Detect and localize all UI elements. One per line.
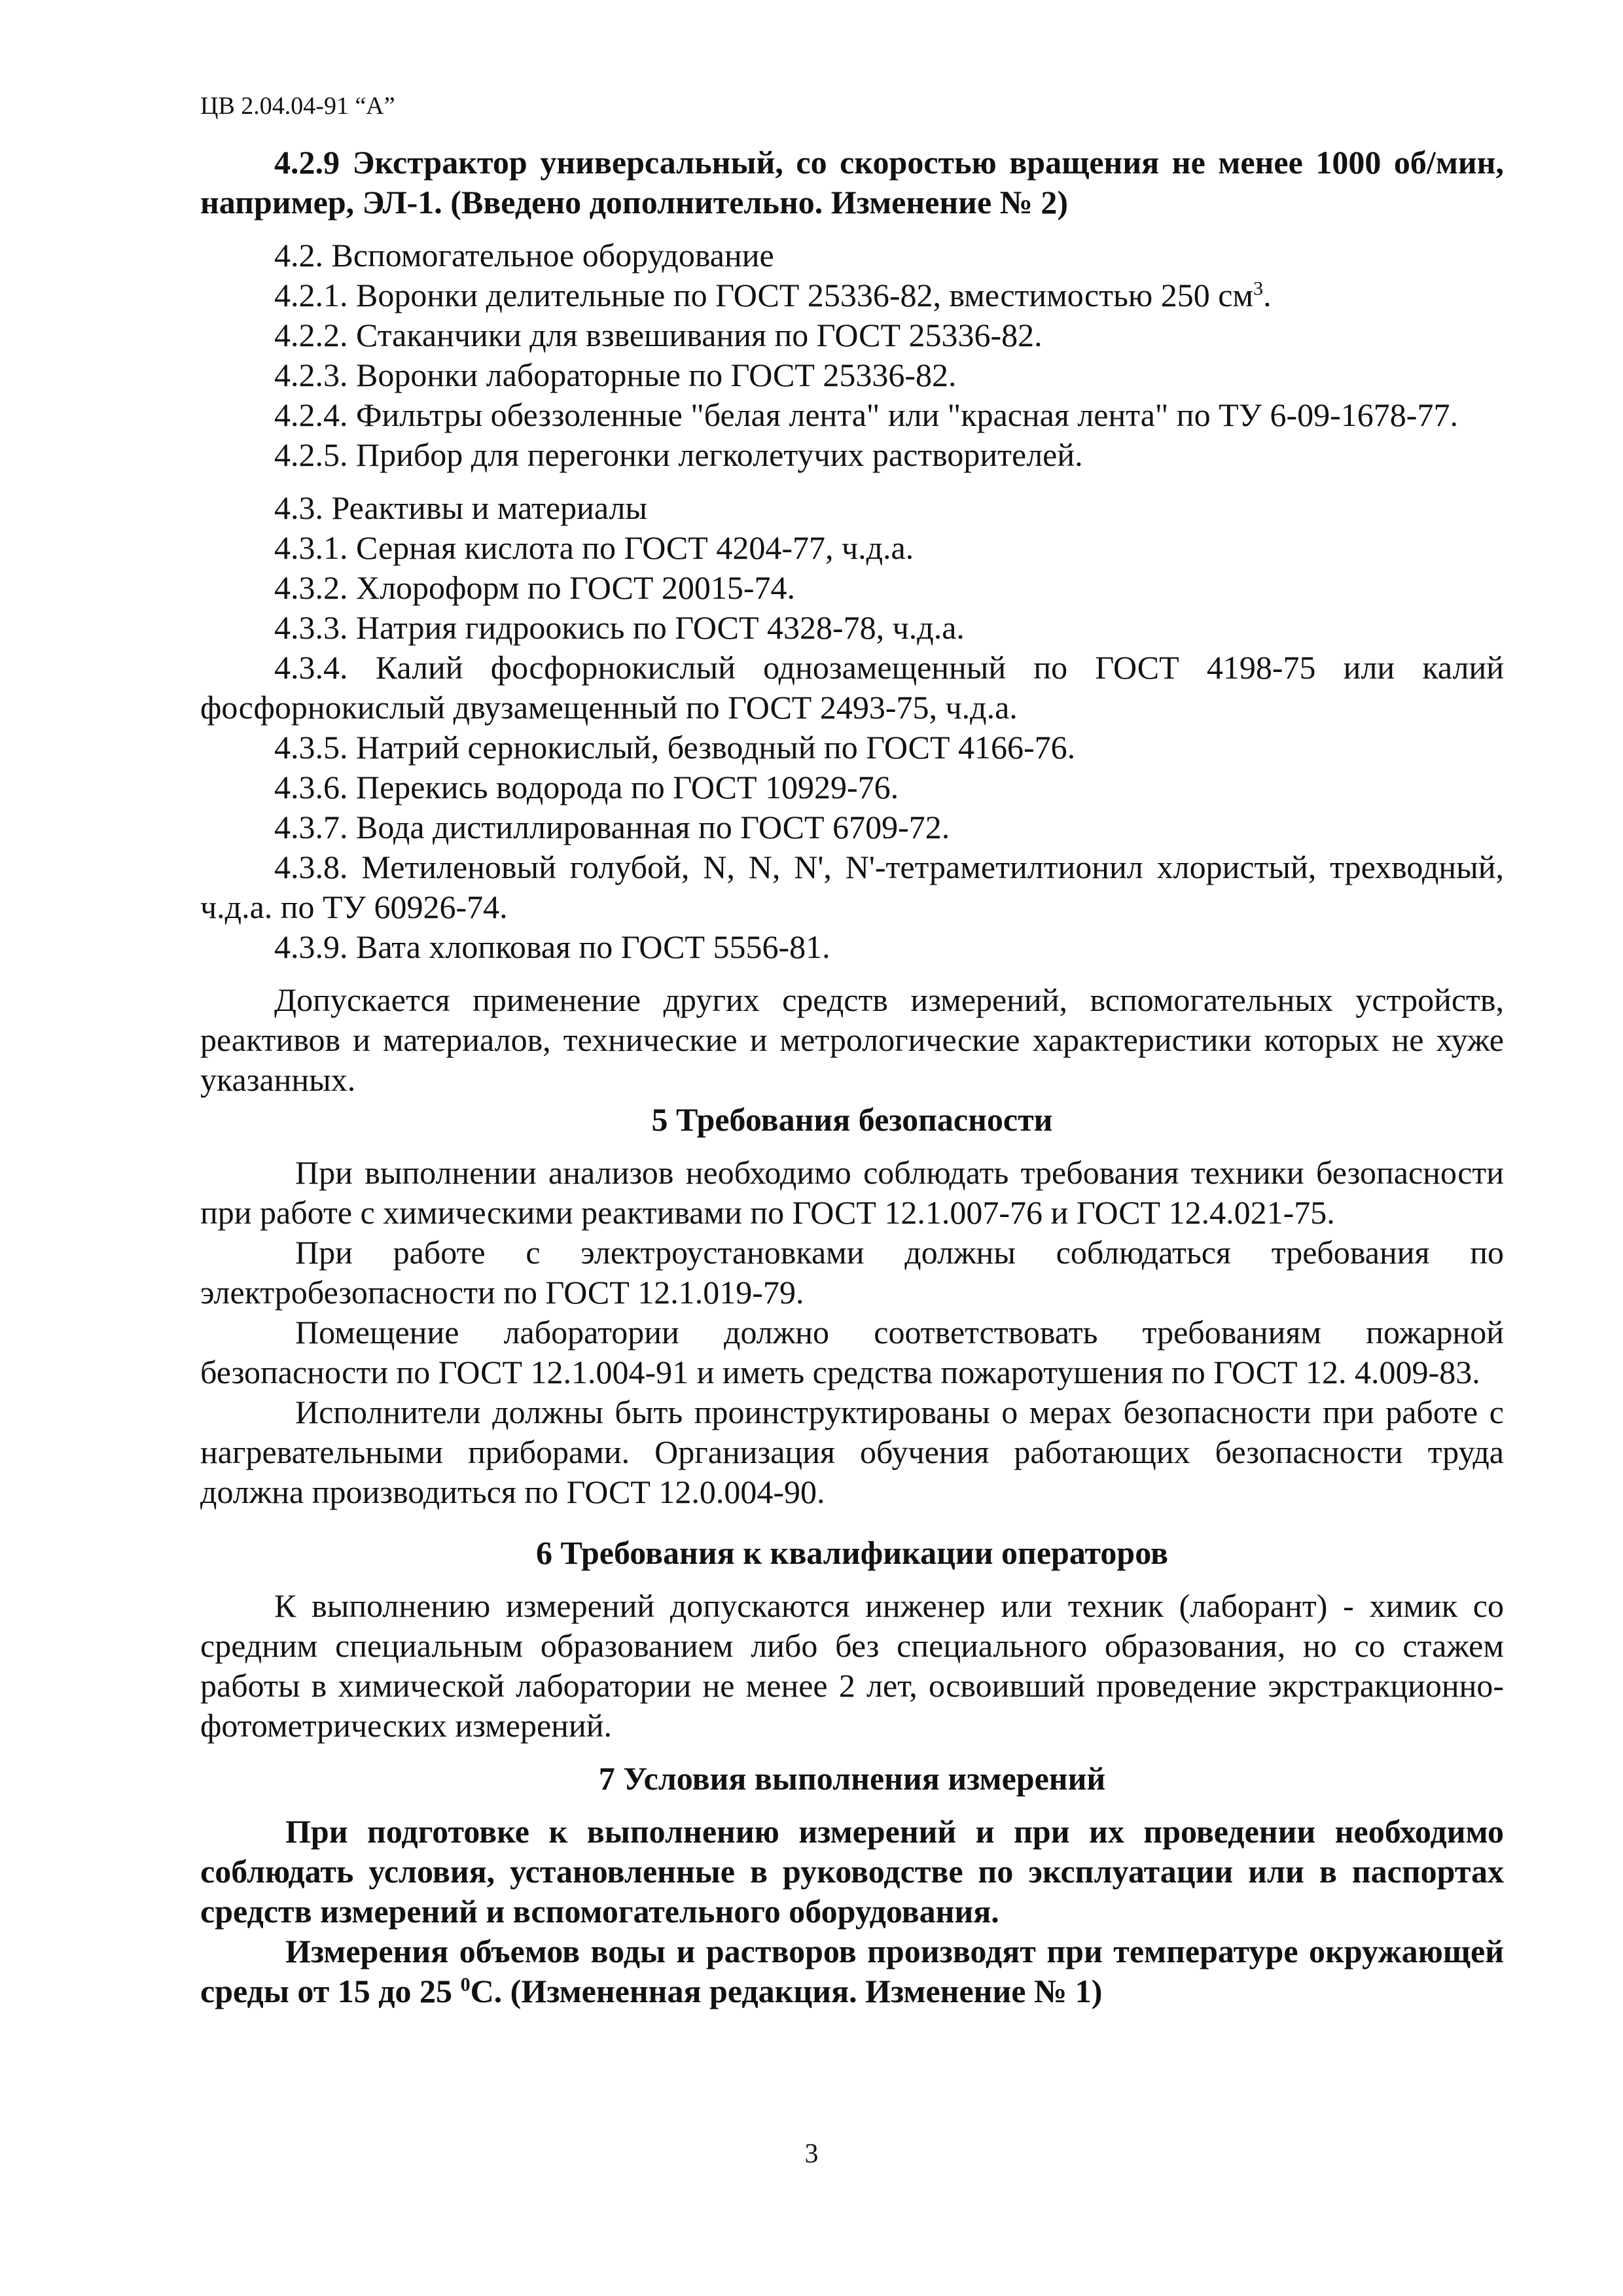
item-4-2-1-superscript: 3	[1253, 277, 1264, 300]
item-4-2-3: 4.2.3. Воронки лабораторные по ГОСТ 25336-82.	[274, 357, 957, 393]
item-4-2-4: 4.2.4. Фильтры обеззоленные "белая лента" или "красная лента" по ТУ 6-09-1678-77.	[274, 397, 1458, 433]
item-4-3-6: 4.3.6. Перекись водорода по ГОСТ 10929-76.	[274, 769, 899, 805]
qualification-paragraph: К выполнению измерений допускаются инженер или техник (лаборант) - химик со средним специальным образованием либо без специального образования, но со стажем работы в химической лаборатории не менее 2 лет, освоивший проведение экрстракционно-фотометрических измерений.	[200, 1587, 1504, 1744]
item-4-3-9: 4.3.9. Вата хлопковая по ГОСТ 5556-81.	[274, 928, 830, 965]
section-7-heading: 7 Условия выполнения измерений	[598, 1760, 1106, 1797]
safety-paragraph-1: При выполнении анализов необходимо соблюдать требования техники безопасности при работе с химическими реактивами по ГОСТ 12.1.007-76 и ГОСТ 12.4.021-75.	[200, 1154, 1504, 1231]
document-code-header: ЦВ 2.04.04-91 “А”	[200, 92, 395, 120]
item-4-3-3: 4.3.3. Натрия гидроокись по ГОСТ 4328-78, ч.д.а.	[274, 609, 965, 646]
item-4-3-8: 4.3.8. Метиленовый голубой, N, N, N', N'-тетраметилтионил хлористый, трехводный, ч.д.а. по ТУ 60926-74.	[200, 849, 1504, 925]
conditions-paragraph-2	[200, 1932, 1504, 2011]
item-4-2-1-end: .	[1263, 277, 1272, 313]
document-body	[200, 143, 1504, 2011]
item-4-2-5: 4.2.5. Прибор для перегонки легколетучих растворителей.	[274, 436, 1083, 473]
section-4-3-title: 4.3. Реактивы и материалы	[274, 489, 648, 526]
conditions-paragraph-1: При подготовке к выполнению измерений и при их проведении необходимо соблюдать условия, установленные в руководстве по эксплуатации или в паспортах средств измерений и вспомогательного оборудования.	[200, 1813, 1504, 1930]
section-5-heading: 5 Требования безопасности	[651, 1101, 1053, 1138]
section-4-2-title: 4.2. Вспомогательное оборудование	[274, 237, 774, 274]
section-6-heading: 6 Требования к квалификации операторов	[536, 1534, 1168, 1571]
conditions-paragraph-2-text: Измерения объемов воды и растворов производят при температуре окружающей среды от 15 до 25	[200, 1933, 1504, 2009]
conditions-paragraph-2-end: С. (Измененная редакция. Изменение № 1)	[470, 1973, 1103, 2009]
page-number: 3	[804, 2139, 819, 2169]
safety-paragraph-3: Помещение лаборатории должно соответствовать требованиям пожарной безопасности по ГОСТ 12.1.004-91 и иметь средства пожаротушения по ГОСТ 12. 4.009-83.	[200, 1314, 1504, 1390]
allowance-paragraph: Допускается применение других средств измерений, вспомогательных устройств, реактивов и материалов, технические и метрологические характеристики которых не хуже указанных.	[200, 981, 1504, 1098]
item-4-3-1: 4.3.1. Серная кислота по ГОСТ 4204-77, ч.д.а.	[274, 529, 914, 566]
item-4-3-2: 4.3.2. Хлороформ по ГОСТ 20015-74.	[274, 569, 796, 606]
safety-paragraph-4: Исполнители должны быть проинструктированы о мерах безопасности при работе с нагревательными приборами. Организация обучения работающих безопасности труда должна производиться по ГОСТ 12.0.004-90.	[200, 1394, 1504, 1510]
safety-paragraph-2: При работе с электроустановками должны соблюдаться требования по электробезопасности по ГОСТ 12.1.019-79.	[200, 1234, 1504, 1311]
item-4-3-7: 4.3.7. Вода дистиллированная по ГОСТ 6709-72.	[274, 809, 950, 845]
item-4-2-9: 4.2.9 Экстрактор универсальный, со скоростью вращения не менее 1000 об/мин, например, ЭЛ-1. (Введено дополнительно. Изменение № 2)	[200, 144, 1504, 221]
item-4-2-1	[200, 275, 1504, 315]
item-4-2-1-text: 4.2.1. Воронки делительные по ГОСТ 25336-82, вместимостью 250 см	[274, 277, 1254, 313]
item-4-3-4: 4.3.4. Калий фосфорнокислый однозамещенный по ГОСТ 4198-75 или калий фосфорнокислый двузамещенный по ГОСТ 2493-75, ч.д.а.	[200, 649, 1504, 726]
degree-superscript: 0	[460, 1973, 471, 1996]
item-4-3-5: 4.3.5. Натрий сернокислый, безводный по ГОСТ 4166-76.	[274, 729, 1076, 766]
item-4-2-2: 4.2.2. Стаканчики для взвешивания по ГОСТ 25336-82.	[274, 317, 1043, 353]
